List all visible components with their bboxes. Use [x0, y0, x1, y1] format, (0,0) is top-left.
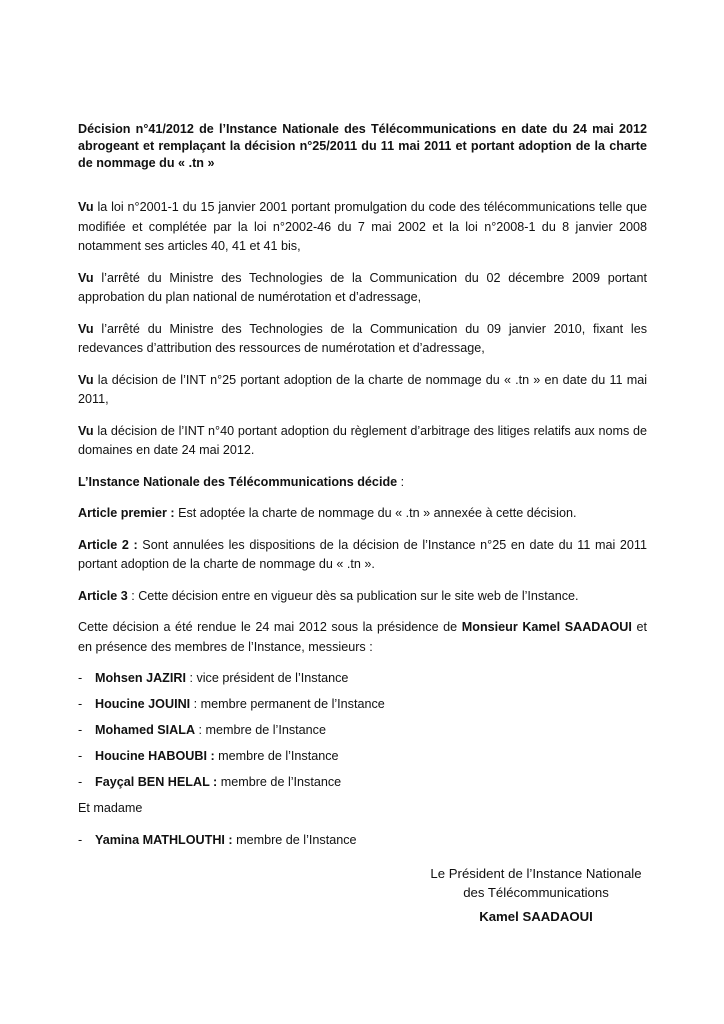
list-dash: - — [78, 723, 83, 737]
list-item — [78, 695, 647, 715]
consideration-text: l’arrêté du Ministre des Technologies de la Communication du 09 janvier 2010, fixant les redevances d’attribution des ressources de numérotation et d’adressage, — [78, 321, 647, 355]
member-role: membre de l’Instance — [214, 749, 339, 763]
consideration — [78, 269, 647, 308]
member-role: : membre permanent de l’Instance — [190, 697, 385, 711]
member-name: Houcine HABOUBI : — [95, 749, 215, 763]
signature-block — [425, 864, 647, 926]
consideration — [78, 320, 647, 359]
article-text: Sont annulées les dispositions de la décision de l’Instance n°25 en date du 11 mai 2011 portant adoption de la charte de nommage du « .tn ». — [78, 537, 647, 571]
members-list — [78, 669, 647, 793]
consideration-lead: Vu — [78, 372, 94, 387]
signatory-name: Kamel SAADAOUI — [479, 909, 593, 924]
and-madam-label: Et madame — [78, 801, 143, 815]
decides-text: : — [397, 474, 405, 489]
presidency-paragraph — [78, 618, 647, 657]
member-role: : vice président de l’Instance — [185, 671, 349, 685]
decides-lead: L’Instance Nationale des Télécommunications décide — [78, 474, 398, 489]
article-lead: Article premier : — [78, 506, 175, 520]
list-dash: - — [78, 832, 83, 847]
list-dash: - — [78, 775, 83, 789]
consideration — [78, 371, 647, 410]
member-name: Mohsen JAZIRI — [95, 671, 186, 685]
member-name: Mohamed SIALA — [95, 723, 196, 737]
member-role: membre de l’Instance — [232, 832, 357, 847]
list-item — [78, 747, 647, 767]
considerations — [78, 198, 647, 461]
list-dash: - — [78, 749, 83, 763]
signature-title-line2: des Télécommunications — [463, 885, 609, 900]
consideration-lead: Vu — [78, 423, 94, 438]
consideration-text: la loi n°2001-1 du 15 janvier 2001 portant promulgation du code des télécommunications telle que modifiée et complétée par la loi n°2002-46 du 7 mai 2002 et la loi n°2008-1 du 8 janvier 2008 notamment ses articles 40, 41 et 41 bis, — [78, 200, 647, 253]
president-name: Monsieur Kamel SAADAOUI — [461, 620, 632, 634]
consideration-text: la décision de l’INT n°25 portant adoption de la charte de nommage du « .tn » en date du 11 mai 2011, — [78, 372, 647, 406]
consideration-lead: Vu — [78, 200, 94, 214]
members-list-female — [78, 831, 647, 851]
article-text: : Cette décision entre en vigueur dès sa publication sur le site web de l’Instance. — [127, 588, 579, 603]
decides-heading — [78, 473, 647, 493]
document-body — [78, 121, 647, 857]
consideration-text: l’arrêté du Ministre des Technologies de la Communication du 02 décembre 2009 portant approbation du plan national de numérotation et d’adressage, — [78, 270, 647, 304]
consideration — [78, 422, 647, 461]
article — [78, 504, 647, 524]
presidency-after: et en présence des membres de l’Instance, messieurs : — [78, 620, 647, 654]
decision-title: Décision n°41/2012 de l’Instance Nationale des Télécommunications en date du 24 mai 2012 abrogeant et remplaçant la décision n°25/2011 du 11 mai 2011 et portant adoption de la charte de nommage du « .tn » — [78, 122, 647, 170]
list-item — [78, 773, 647, 793]
article-lead: Article 3 — [78, 588, 128, 603]
list-dash: - — [78, 697, 83, 711]
consideration-text: la décision de l’INT n°40 portant adoption du règlement d’arbitrage des litiges relatifs aux noms de domaines en date 24 mai 2012. — [78, 423, 647, 457]
consideration-lead: Vu — [78, 321, 94, 336]
member-name: Fayçal BEN HELAL : — [95, 775, 218, 789]
article-text: Est adoptée la charte de nommage du « .tn » annexée à cette décision. — [174, 506, 577, 520]
list-item — [78, 831, 647, 851]
member-role: : membre de l’Instance — [195, 723, 326, 737]
article-lead: Article 2 : — [78, 537, 138, 552]
member-name: Houcine JOUINI — [95, 697, 191, 711]
list-dash: - — [78, 671, 83, 685]
signature-title-line1: Le Président de l’Instance Nationale — [430, 866, 642, 881]
article — [78, 536, 647, 575]
list-item — [78, 669, 647, 689]
consideration-lead: Vu — [78, 270, 94, 285]
member-name: Yamina MATHLOUTHI : — [95, 832, 233, 847]
member-role: membre de l’Instance — [217, 775, 342, 789]
article — [78, 587, 647, 607]
presidency-before: Cette décision a été rendue le 24 mai 2012 sous la présidence de — [78, 620, 462, 634]
list-item — [78, 721, 647, 741]
consideration — [78, 198, 647, 257]
